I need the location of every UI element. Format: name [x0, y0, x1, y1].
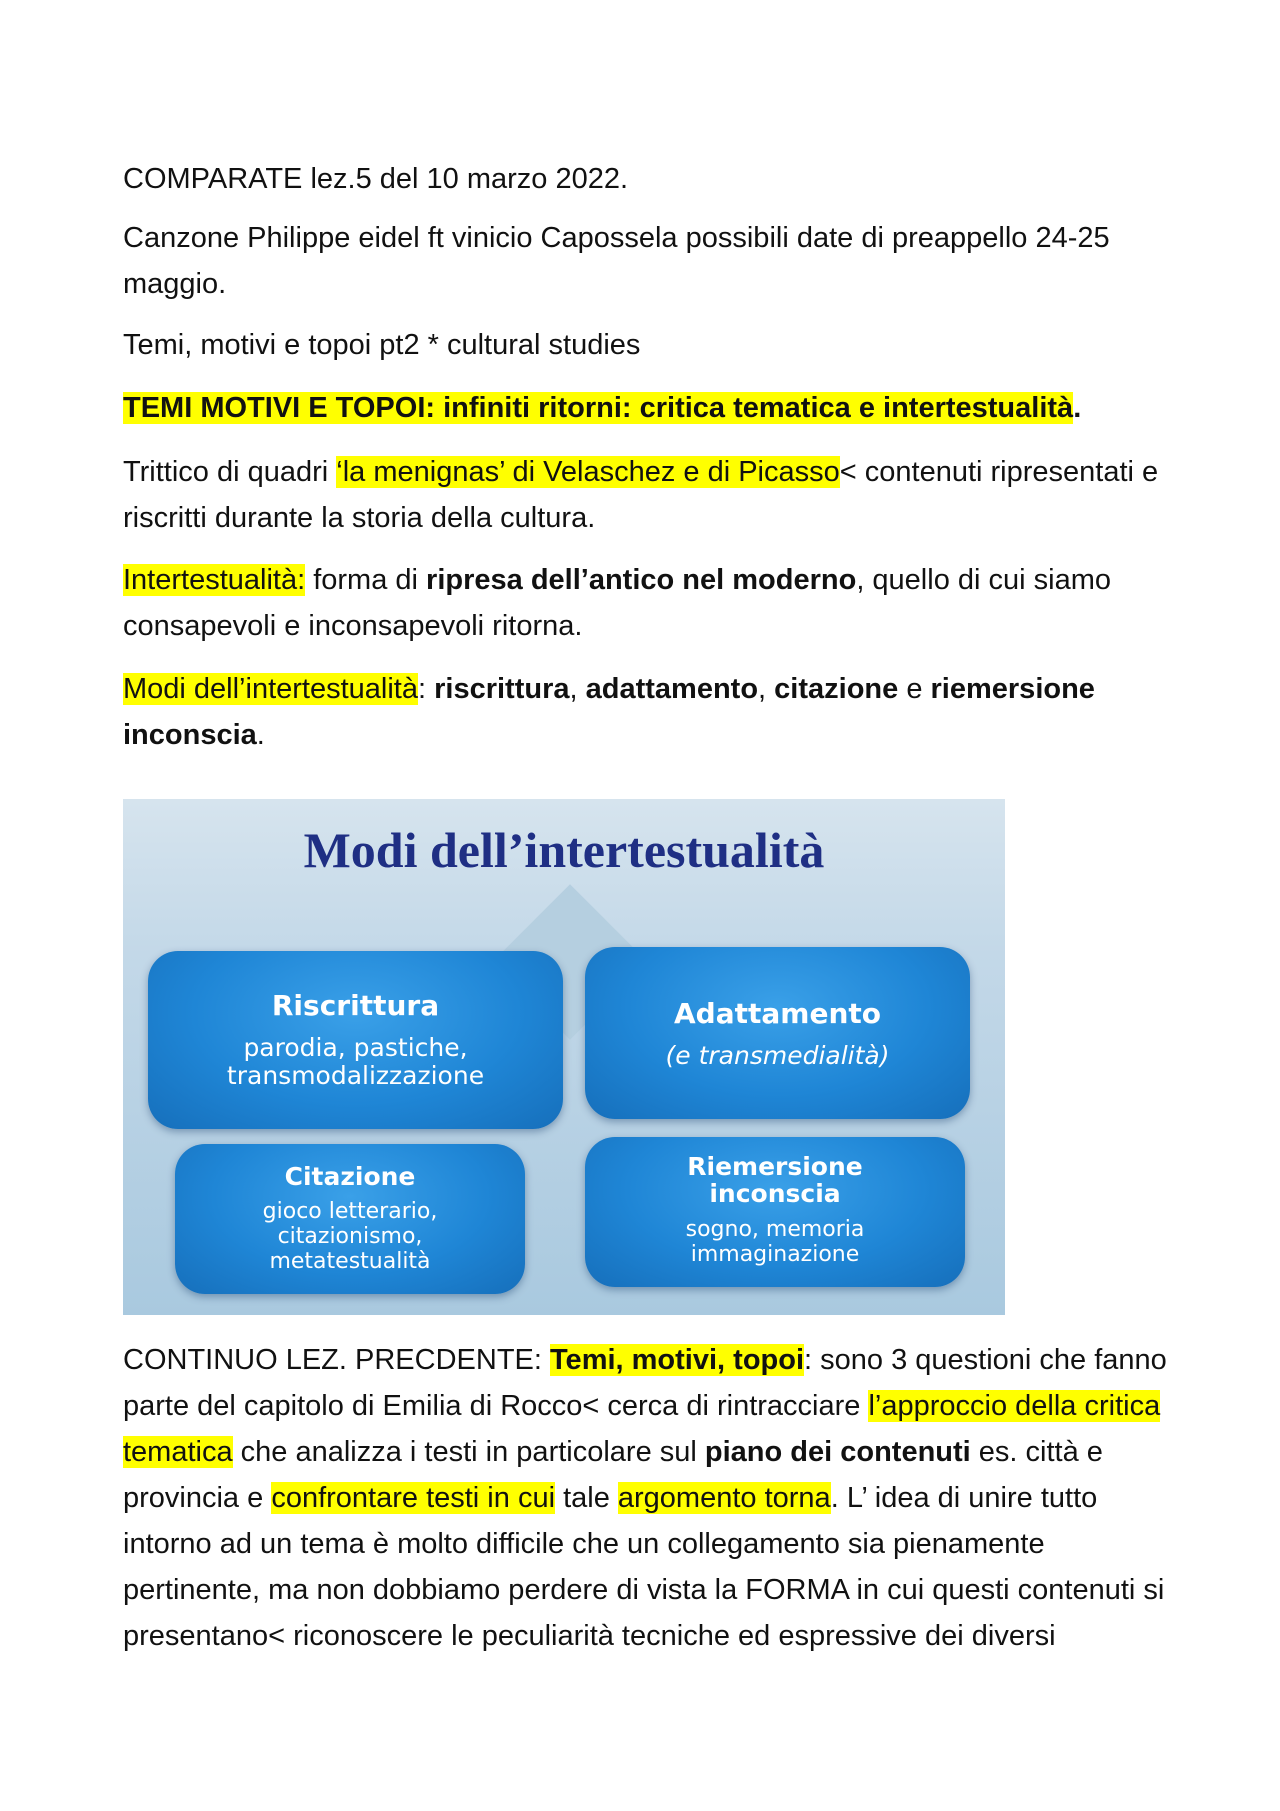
continuo-highlight-approccio: l’approccio della critica tematica — [123, 1390, 1161, 1468]
box-subtitle: parodia, pastiche, — [243, 1033, 468, 1062]
box-subtitle: sogno, memoria — [685, 1217, 865, 1242]
intertestualita-bold: ripresa dell’antico nel moderno — [426, 564, 857, 596]
continuo-text-c: : sono 3 questioni che fanno parte del capitolo di Emilia di Rocco< cerca di rintracciare — [123, 1344, 1167, 1422]
box-title: Riemersione inconscia — [687, 1152, 863, 1208]
box-subtitle: metatestualità — [269, 1249, 431, 1274]
continuo-bold-piano: piano dei contenuti — [704, 1436, 971, 1468]
intertestualita-term: Intertestualità: — [123, 564, 306, 596]
modi-sep-3: , — [758, 673, 775, 705]
intertestualita-text-d: , quello di cui siamo consapevoli e inconsapevoli ritorna. — [123, 564, 1111, 642]
box-subtitle: immaginazione — [690, 1242, 860, 1267]
modi-paragraph — [123, 666, 1173, 758]
trittico-text-c: < contenuti ripresentati e riscritti durante la storia della cultura. — [123, 456, 1159, 534]
trittico-paragraph — [123, 449, 1173, 541]
continuo-paragraph — [123, 1337, 1173, 1659]
slide-box-adattamento — [585, 947, 970, 1119]
continuo-text-e: che analizza i testi in particolare sul — [232, 1436, 705, 1468]
continuo-highlight-argomento: argomento torna — [617, 1482, 831, 1514]
continuo-text-g: es. città e provincia e — [123, 1436, 1103, 1514]
section-heading-end: . — [1073, 392, 1082, 424]
box-title: Citazione — [284, 1162, 416, 1191]
slide-box-riscrittura — [148, 951, 563, 1129]
modi-adattamento: adattamento — [585, 673, 759, 705]
box-subtitle: citazionismo, — [277, 1224, 423, 1249]
lecture-title-text: COMPARATE lez.5 del 10 marzo 2022. — [123, 163, 629, 195]
song-note — [123, 215, 1173, 307]
box-subtitle: transmodalizzazione — [226, 1061, 485, 1090]
modi-end: . — [256, 719, 265, 751]
intertestualita-paragraph — [123, 557, 1173, 649]
continuo-text-k: . L’ idea di unire tutto intorno ad un tema è molto difficile che un collegamento sia pienamente pertinente, ma non dobbiamo perdere di vista la FORMA in cui questi contenuti si presentano< riconoscere le peculiarità tecniche ed espressive dei diversi — [123, 1482, 1165, 1652]
slide-box-riemersione — [585, 1137, 965, 1287]
modi-riscrittura: riscrittura — [434, 673, 570, 705]
song-note-text: Canzone Philippe eidel ft vinicio Capossela possibili date di preappello 24-25 maggio. — [123, 222, 1110, 300]
slide-title: Modi dell’intertestualità — [303, 822, 825, 878]
box-title: Adattamento — [674, 997, 881, 1030]
intertestualita-text-b: forma di — [305, 564, 427, 596]
slide-box-citazione — [175, 1144, 525, 1294]
continuo-text-a: CONTINUO LEZ. PRECDENTE: — [123, 1344, 550, 1376]
trittico-highlight: ‘la menignas’ di Velaschez e di Picasso — [336, 456, 840, 488]
box-title: Riscrittura — [271, 989, 440, 1022]
modi-term: Modi dell’intertestualità — [123, 673, 418, 705]
intertestualita-slide-image — [123, 799, 1005, 1315]
lecture-title — [123, 156, 1173, 202]
topic-line-text: Temi, motivi e topoi pt2 * cultural studies — [123, 329, 641, 361]
continuo-highlight-temi: Temi, motivi, topoi — [550, 1344, 805, 1376]
modi-citazione: citazione — [774, 673, 899, 705]
trittico-text-a: Trittico di quadri — [123, 456, 337, 488]
modi-sep-2: , — [569, 673, 586, 705]
continuo-text-i: tale — [555, 1482, 618, 1514]
modi-sep-4: e — [898, 673, 931, 705]
modi-riemersione: riemersione inconscia — [123, 673, 1095, 751]
section-heading — [123, 385, 1173, 431]
continuo-highlight-confrontare: confrontare testi in cui — [271, 1482, 556, 1514]
box-subtitle: gioco letterario, — [262, 1199, 438, 1224]
modi-sep-1: : — [417, 673, 435, 705]
section-heading-text: TEMI MOTIVI E TOPOI: infiniti ritorni: critica tematica e intertestualità — [123, 392, 1074, 424]
box-subtitle: (e transmedialità) — [665, 1041, 890, 1070]
topic-line — [123, 322, 1173, 368]
